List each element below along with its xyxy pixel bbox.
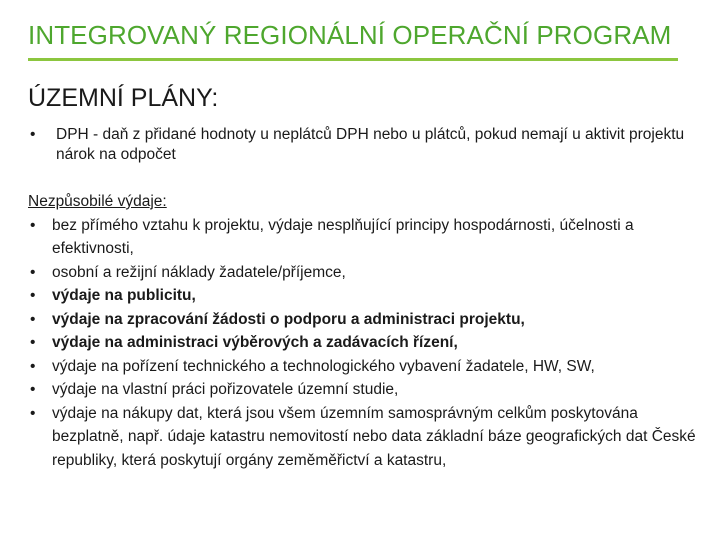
list-item — [28, 125, 688, 165]
section-subtitle: ÚZEMNÍ PLÁNY: — [28, 84, 219, 112]
list-item-text: osobní a režijní náklady žadatele/příjemce, — [52, 263, 346, 281]
title-underline-divider — [28, 58, 678, 61]
list-item — [28, 214, 698, 261]
list-item-text: DPH - daň z přidané hodnoty u neplátců DPH nebo u plátců, pokud nemají u aktivit projektu nárok na odpočet — [56, 126, 685, 163]
ineligible-expenses-section — [28, 190, 698, 472]
list-item — [28, 378, 698, 402]
list-item-text: bez přímého vztahu k projektu, výdaje nesplňující principy hospodárnosti, účelnosti a efektivnosti, — [52, 216, 634, 257]
bullet-icon: • — [30, 263, 36, 281]
list-item-text: výdaje na administraci výběrových a zadávacích řízení, — [52, 334, 458, 351]
list-item-text: výdaje na zpracování žádosti o podporu a administraci projektu, — [52, 310, 525, 328]
bullet-icon: • — [30, 334, 36, 351]
ineligible-expenses-list — [28, 214, 698, 473]
ineligible-expenses-heading: Nezpůsobilé výdaje: — [28, 193, 167, 210]
list-item — [28, 331, 698, 355]
bullet-icon: • — [30, 357, 36, 375]
list-item — [28, 261, 698, 285]
bullet-icon: • — [30, 287, 36, 304]
bullet-icon: • — [30, 216, 36, 234]
page-title: INTEGROVANÝ REGIONÁLNÍ OPERAČNÍ PROGRAM — [28, 20, 672, 50]
bullet-icon: • — [30, 126, 36, 143]
bullet-icon: • — [30, 381, 36, 398]
intro-bullet-list — [28, 125, 688, 165]
list-item — [28, 308, 698, 332]
list-item-text: výdaje na publicitu, — [52, 287, 196, 304]
list-item-text: výdaje na vlastní práci pořizovatele územní studie, — [52, 381, 399, 398]
list-item — [28, 402, 698, 473]
list-item-text: výdaje na nákupy dat, která jsou všem územním samosprávným celkům poskytována bezplatně, např. údaje katastru nemovitostí nebo data základní báze geografických dat České republiky, která poskytují orgány zeměměřictví a katastru, — [52, 404, 696, 469]
list-item-text: výdaje na pořízení technického a technologického vybavení žadatele, HW, SW, — [52, 357, 595, 375]
bullet-icon: • — [30, 310, 36, 328]
bullet-icon: • — [30, 404, 36, 422]
list-item — [28, 355, 698, 379]
list-item — [28, 284, 698, 308]
